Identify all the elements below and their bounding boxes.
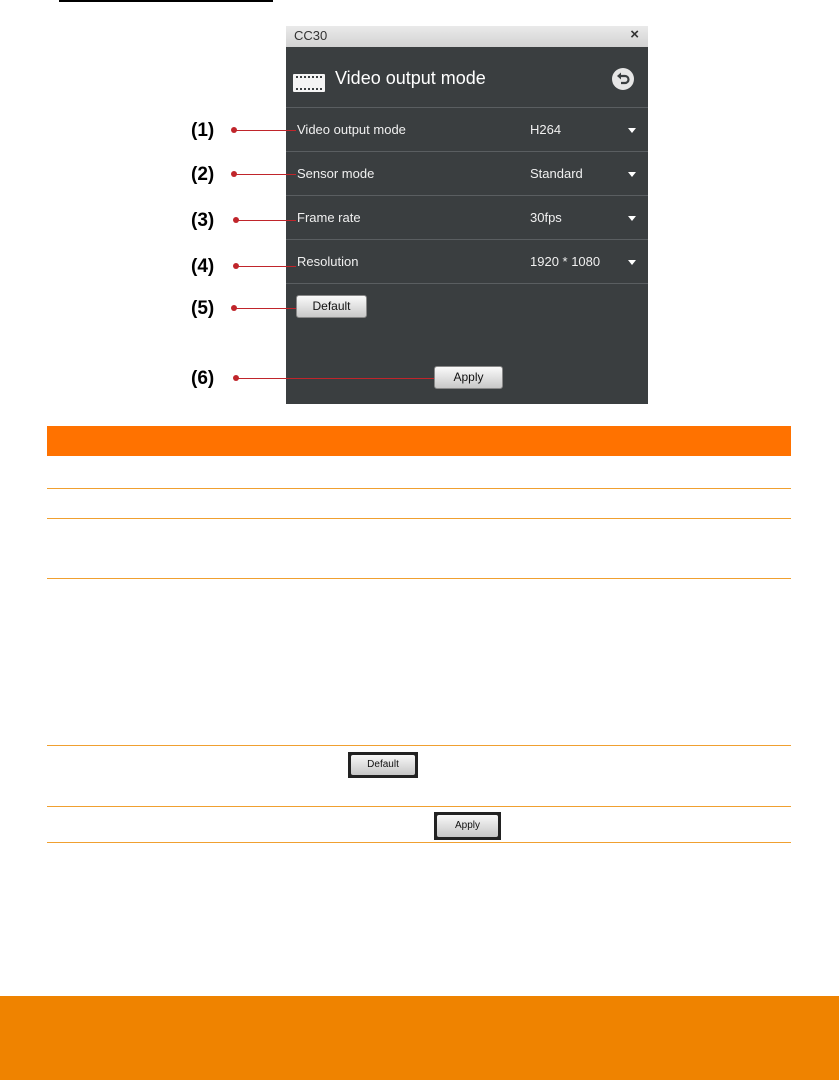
callout-4: (4) <box>191 256 215 277</box>
row-value: Standard <box>530 166 583 181</box>
callout-3: (3) <box>191 210 215 231</box>
leader-line <box>234 174 296 175</box>
row-label: Frame rate <box>297 210 361 225</box>
table-header-bar <box>47 426 791 456</box>
apply-button[interactable]: Apply <box>434 366 503 389</box>
dropdown-caret-icon[interactable] <box>628 172 636 177</box>
leader-line <box>234 130 296 131</box>
leader-line <box>234 308 296 309</box>
back-arrow-icon[interactable] <box>612 68 634 90</box>
inline-apply-label: Apply <box>437 815 498 837</box>
window-title: CC30 <box>294 28 328 43</box>
settings-window <box>286 26 648 404</box>
leader-line <box>236 266 296 267</box>
inline-default-button <box>348 752 418 778</box>
film-strip-icon <box>293 74 325 92</box>
inline-default-label: Default <box>351 755 415 775</box>
inline-apply-button <box>434 812 501 840</box>
table-row-divider <box>47 745 791 746</box>
default-button[interactable]: Default <box>296 295 367 318</box>
row-value: 30fps <box>530 210 562 225</box>
row-label: Video output mode <box>297 122 406 137</box>
panel-title: Video output mode <box>335 68 486 88</box>
callout-6: (6) <box>191 368 215 389</box>
table-row-divider <box>47 518 791 519</box>
table-row-divider <box>47 488 791 489</box>
dropdown-caret-icon[interactable] <box>628 260 636 265</box>
footer-bar <box>0 996 839 1080</box>
table-row-divider <box>47 842 791 843</box>
row-resolution[interactable] <box>286 239 648 284</box>
leader-line <box>236 220 296 221</box>
dropdown-caret-icon[interactable] <box>628 216 636 221</box>
dropdown-caret-icon[interactable] <box>628 128 636 133</box>
row-sensor-mode[interactable] <box>286 151 648 196</box>
leader-line <box>236 378 434 379</box>
row-value: H264 <box>530 122 562 137</box>
table-row-divider <box>47 806 791 807</box>
row-label: Sensor mode <box>297 166 375 181</box>
callout-5: (5) <box>191 298 215 319</box>
row-frame-rate[interactable] <box>286 195 648 240</box>
window-titlebar <box>286 26 648 47</box>
callout-1: (1) <box>191 120 215 141</box>
row-label: Resolution <box>297 254 359 269</box>
row-value: 1920 * 1080 <box>530 254 601 269</box>
table-row-divider <box>47 578 791 579</box>
close-icon[interactable]: × <box>630 26 639 43</box>
top-rule <box>59 0 273 2</box>
callout-2: (2) <box>191 164 215 185</box>
row-video-output-mode[interactable] <box>286 107 648 152</box>
row-divider <box>286 283 648 284</box>
